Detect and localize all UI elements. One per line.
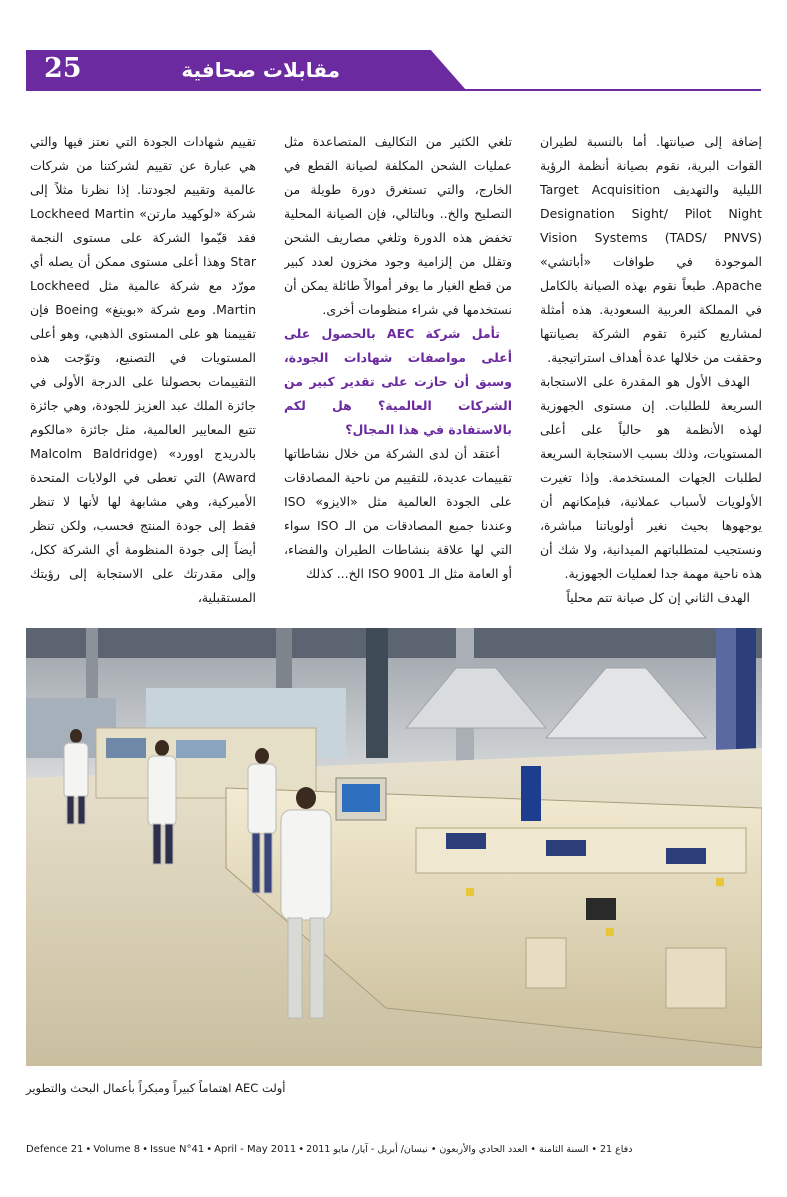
footer-bullet: • <box>142 1144 148 1155</box>
page-footer <box>26 1140 633 1160</box>
footer-bullet: • <box>298 1144 305 1155</box>
interview-question: تأمل شركة AEC بالحصول على أعلى مواصفات شهادات الجودة، وسبق أن حازت على تقدير كبير من الشركات العالمية؟ هل لكم بالاستفادة في هذا المجال؟ <box>284 326 512 437</box>
article-column-left <box>30 130 256 622</box>
footer-volume: Volume 8 <box>93 1144 141 1155</box>
article-paragraph: إضافة إلى صيانتها. أما بالنسبة لطيران القوات البرية، نقوم بصيانة أنظمة الرؤية الليلية والتهديف Target Acquisition Designation Sight/ Pilot Night Vision Systems (TADS/ PNVS) الموجودة في طوافات «أباتشي» Apache. طبعاً نقوم بهذه الصيانة بالكامل في المملكة العربية السعودية. هذه أمثلة لمشاريع كثيرة تقوم الشركة بصيانتها وحققت من خلالها عدة أهداف استراتيجية. <box>540 134 762 365</box>
page-number: 25 <box>44 53 82 84</box>
header-rule <box>26 89 761 91</box>
photo-caption: أولت AEC اهتماماً كبيراً ومبكراً بأعمال البحث والتطوير <box>26 1081 286 1095</box>
footer-magazine: Defence 21 <box>26 1144 84 1155</box>
footer-bullet: • <box>85 1144 92 1155</box>
article-paragraph: الهدف الثاني إن كل صيانة تتم محلياً <box>566 590 750 605</box>
article-column-middle <box>284 130 512 622</box>
factory-photo <box>26 628 762 1066</box>
footer-date: April - May 2011 <box>214 1144 297 1155</box>
footer-bullet: • <box>206 1144 213 1155</box>
footer-issue: Issue N°41 <box>149 1144 205 1155</box>
article-paragraph: أعتقد أن لدى الشركة من خلال نشاطاتها تقييمات عديدة، للتقييم من ناحية المصادقات على الجودة العالمية مثل «الايزو» ISO وعندنا جميع المصادقات من الـ ISO سواء التي لها علاقة بنشاطات الطيران والفضاء، أو العامة مثل الـ ISO 9001 الخ... كذلك <box>284 446 512 581</box>
footer-arabic-issue: دفاع 21 • السنة الثامنة • العدد الحادي والأربعون • نيسان/ أبريل - آيار/ مايو 2011 <box>306 1144 633 1155</box>
section-title: مقابلات صحافية <box>181 58 340 82</box>
article-column-right <box>540 130 762 622</box>
article-paragraph: تقييم شهادات الجودة التي نعتز فيها والتي هي عبارة عن تقييم لشركتنا من شركات عالمية وتقييم لجودتنا. إذا نظرنا مثلاً إلى شركة «لوكهيد مارتن» Lockheed Martin فقد قيّموا الشركة على مستوى النجمة Star وهذا أعلى مستوى ممكن أن يصله أي مورّد مع شركة عالمية مثل Lockheed Martin. ومع شركة «بوينغ» Boeing فإن تقييمنا هو على المستوى الذهبي، وهو أعلى المستويات في التصنيع، وتوّجت هذه التقييمات بحصولنا على الدرجة الأولى في جائزة الملك عبد العزيز للجودة، وهي جائزة تتبع المعايير العالمية، مثل جائزة «مالكوم بالدريدج اوورد» (Malcolm Baldridge Award) التي تعطى في الولايات المتحدة الأميركية، وهي مشابهة لها لأنها لا تنظر فقط إلى جودة المنتج فحسب، ولكن تنظر أيضاً إلى جودة المنظومة أي الشركة ككل، وإلى مقدرتك على الاستجابة إلى رؤيتك المستقبلية، <box>30 134 256 605</box>
article-paragraph: الهدف الأول هو المقدرة على الاستجابة السريعة للطلبات. إن مستوى الجهوزية لهذه الأنظمة هو حالياً على أعلى المستويات، وذلك بسبب الاستجابة السريعة لطلبات الجهات المستخدمة. وإذا تغيرت الأولويات لأسباب عملانية، فبإمكانهم أن يوجهوها بحيث نغير أولوياتنا مباشرة، ونستجيب لمتطلباتهم الميدانية، ولا شك أن هذه ناحية مهمة جدا لعمليات الجهوزية. <box>540 374 762 581</box>
article-paragraph: تلغي الكثير من التكاليف المتصاعدة مثل عمليات الشحن المكلفة لصيانة القطع في الخارج، والتي تستغرق دورة طويلة من التصليح والخ.. وبالتالي، فإن الصيانة المحلية تخفض هذه الدورة وتلغي مصاريف الشحن وتقلل من إلزامية وجود مخزون لعدد كبير من قطع الغيار ما يوفر أموالاً طائلة يمكن أن نستخدمها في شراء منظومات أخرى. <box>284 134 512 317</box>
